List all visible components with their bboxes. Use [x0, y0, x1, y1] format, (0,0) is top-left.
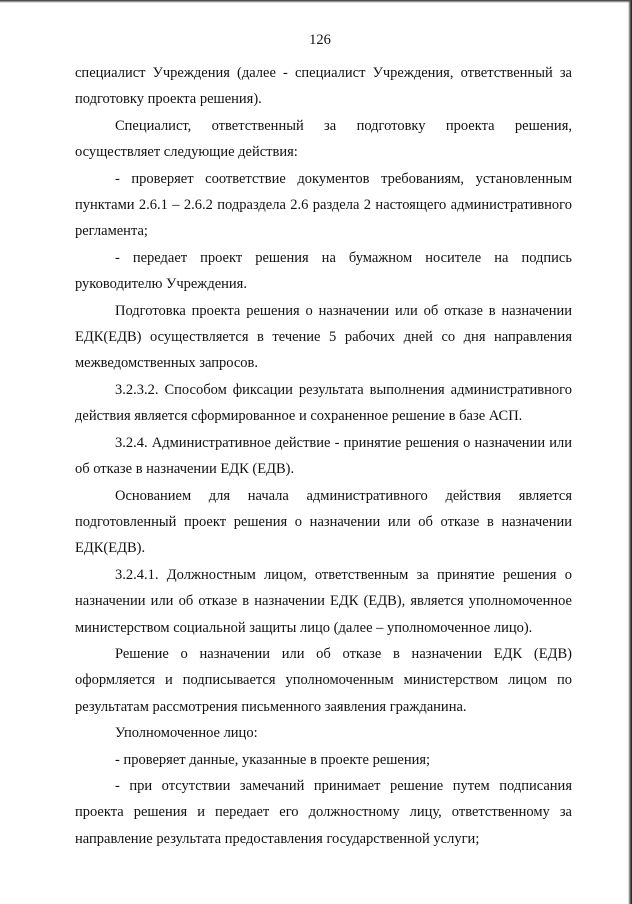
list-item-check-documents: - проверяет соответствие документов требованиям, установленным пунктами 2.6.1 – 2.6.2 подраздела 2.6 раздела 2 настоящего административного регламента; — [75, 170, 572, 240]
paragraph-3-2-4-1: 3.2.4.1. Должностным лицом, ответственным за принятие решения о назначении или об отказе в назначении ЕДК (ЕДВ), является уполномоченное министерством социальной защиты лицо (далее – уполномоченное лицо). — [75, 566, 572, 636]
paragraph-basis: Основанием для начала административного действия является подготовленный проект решения о назначении или об отказе в назначении ЕДК(ЕДВ). — [75, 487, 572, 557]
paragraph-authorized-person: Уполномоченное лицо: — [115, 725, 258, 742]
paragraph-decision: Решение о назначении или об отказе в назначении ЕДК (ЕДВ) оформляется и подписывается уполномоченным министерством лицом по результатам рассмотрения письменного заявления гражданина. — [75, 645, 572, 715]
list-item-transfer-draft: - передает проект решения на бумажном носителе на подпись руководителю Учреждения. — [75, 249, 572, 293]
scan-edge-right — [628, 0, 632, 904]
scan-edge-top — [0, 0, 632, 3]
page-number: 126 — [309, 32, 331, 48]
paragraph-preparation-term: Подготовка проекта решения о назначении или об отказе в назначении ЕДК(ЕДВ) осуществляется в течение 5 рабочих дней со дня направления межведомственных запросов. — [75, 302, 572, 372]
paragraph-specialist-actions: Специалист, ответственный за подготовку проекта решения, осуществляет следующие действия: — [75, 117, 572, 161]
paragraph-continuation: специалист Учреждения (далее - специалист Учреждения, ответственный за подготовку проекта решения). — [75, 65, 572, 108]
paragraph-3-2-3-2: 3.2.3.2. Способом фиксации результата выполнения административного действия является сформированное и сохраненное решение в базе АСП. — [75, 381, 572, 425]
list-item-sign-decision: - при отсутствии замечаний принимает решение путем подписания проекта решения и передает его должностному лицу, ответственному за направление результата предоставления государственной услуги; — [75, 777, 572, 847]
document-body — [75, 60, 572, 852]
list-item-check-data: - проверяет данные, указанные в проекте решения; — [115, 751, 431, 768]
paragraph-3-2-4: 3.2.4. Административное действие - принятие решения о назначении или об отказе в назначении ЕДК (ЕДВ). — [75, 434, 572, 478]
